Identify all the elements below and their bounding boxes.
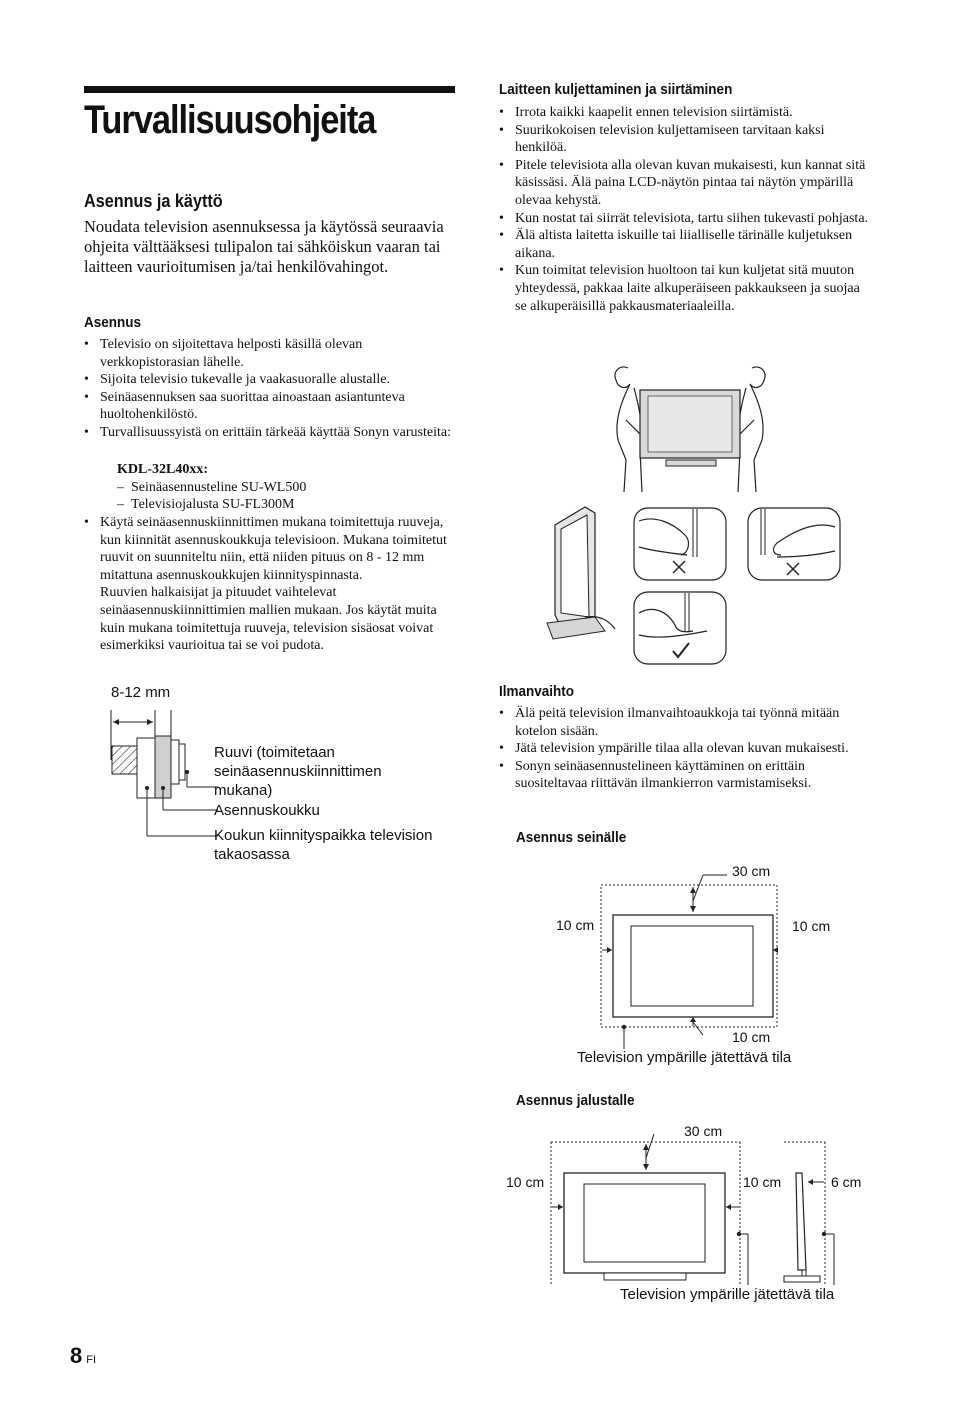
two-person-carry-illustration: [600, 360, 780, 495]
list-item: • Seinäasennuksen saa suorittaa ainoastaan asiantunteva huoltohenkilöstö.: [84, 389, 454, 424]
list-item: [84, 514, 456, 655]
wall-mount-heading: Asennus seinälle: [516, 829, 627, 846]
stand-right-clearance: 10 cm: [743, 1174, 782, 1190]
asennus-list-2: [84, 514, 456, 655]
wall-top-clearance: 30 cm: [732, 863, 771, 879]
wall-left-clearance: 10 cm: [556, 917, 595, 933]
screw-note: Ruuvien halkaisijat ja pituudet vaihtelevat seinäasennuskiinnittimien mallien mukaan. Jos käytät muita kuin mukana toimitettuja ruuveja, television sisäosat voivat esimerkiksi vaurioitua tai se voi pudota.: [100, 585, 437, 654]
title-rule: [84, 86, 455, 93]
page-number-value: 8: [70, 1343, 83, 1368]
transport-list: [499, 104, 871, 315]
wall-clearance-diagram: [595, 865, 790, 1050]
list-item: • Sijoita televisio tukevalle ja vaakasuoralle alustalle.: [84, 371, 454, 389]
accessory-label: Televisiojalusta SU-FL300M: [131, 497, 295, 512]
vent-heading: Ilmanvaihto: [499, 683, 575, 700]
accessory-label: Seinäasennusteline SU-WL500: [131, 480, 307, 495]
correct-grip-illustration: [633, 591, 727, 665]
accessory-item: – Televisiojalusta SU-FL300M: [117, 497, 295, 512]
list-item: • Sonyn seinäasennustelineen käyttäminen on erittäin suositeltavaa riittävän ilmankierron varmistamiseksi.: [499, 758, 871, 793]
stand-mount-heading: Asennus jalustalle: [516, 1092, 635, 1109]
intro-paragraph: Noudata television asennuksessa ja käytössä seuraavia ohjeita välttääksesi tulipalon tai sähköiskun vaaran tai laitteen vaurioitumisen ja/tai henkilövahingot.: [84, 217, 444, 276]
stand-left-clearance: 10 cm: [506, 1174, 545, 1190]
hook-label: Asennuskoukku: [214, 802, 320, 819]
wrong-grip-illustration: [747, 507, 841, 581]
page-number: [70, 1343, 96, 1369]
section-title-asennus-ja-kaytto: Asennus ja käyttö: [84, 191, 223, 211]
wall-caption: Television ympärille jätettävä tila: [577, 1049, 792, 1066]
screw-diagram: [100, 700, 220, 840]
stand-clearance-diagram: [540, 1130, 840, 1290]
screw-label: Ruuvi (toimitetaan seinäasennuskiinnittimen mukana): [214, 744, 382, 799]
wall-right-clearance: 10 cm: [792, 918, 831, 934]
screw-instruction: Käytä seinäasennuskiinnittimen mukana toimitettuja ruuveja, kun kiinnität asennuskoukkuja televisioon. Mukana toimitetut ruuvit on suunniteltu niin, että niiden pituus on 8 - 12 mm mitattuna asennuskoukkujen kiinnityspinnasta.: [100, 515, 447, 583]
stand-side-clearance: 6 cm: [831, 1174, 862, 1190]
list-item: • Jätä television ympärille tilaa alla olevan kuvan mukaisesti.: [499, 740, 871, 758]
list-item: • Kun nostat tai siirrät televisiota, tartu siihen tukevasti pohjasta.: [499, 210, 871, 228]
vent-list: [499, 705, 871, 793]
stand-top-clearance: 30 cm: [684, 1123, 723, 1139]
list-item: • Turvallisuussyistä on erittäin tärkeää käyttää Sonyn varusteita:: [84, 424, 454, 442]
tv-side-illustration: [545, 505, 625, 645]
list-item: • Televisio on sijoitettava helposti käsillä olevan verkkopistorasian lähelle.: [84, 336, 454, 371]
page-language: FI: [86, 1354, 97, 1366]
hook-fix-label: Koukun kiinnityspaikka television takaosassa: [214, 827, 433, 863]
asennus-list: [84, 336, 454, 442]
wrong-grip-illustration: [633, 507, 727, 581]
screw-measure-label: 8-12 mm: [111, 684, 171, 701]
list-item: • Suurikokoisen television kuljettamiseen tarvitaan kaksi henkilöä.: [499, 122, 871, 157]
page-title: Turvallisuusohjeita: [84, 98, 376, 142]
list-item: • Älä altista laitetta iskuille tai liialliselle tärinälle kuljetuksen aikana.: [499, 227, 871, 262]
transport-heading: Laitteen kuljettaminen ja siirtäminen: [499, 81, 733, 98]
model-label: KDL-32L40xx:: [117, 462, 208, 477]
stand-caption: Television ympärille jätettävä tila: [620, 1286, 835, 1303]
list-item: • Pitele televisiota alla olevan kuvan mukaisesti, kun kannat sitä käsissäsi. Älä paina LCD-näytön pintaa tai näytön ympärillä olevaa kehystä.: [499, 157, 871, 210]
asennus-heading: Asennus: [84, 314, 142, 331]
list-item: • Älä peitä television ilmanvaihtoaukkoja tai työnnä mitään kotelon sisään.: [499, 705, 871, 740]
list-item: • Irrota kaikki kaapelit ennen television siirtämistä.: [499, 104, 871, 122]
list-item: • Kun toimitat television huoltoon tai kun kuljetat sitä muuton yhteydessä, pakkaa laite alkuperäiseen pakkaukseen ja suojaa se alkuperäisillä pakkausmateriaaleilla.: [499, 262, 871, 315]
accessory-item: – Seinäasennusteline SU-WL500: [117, 480, 307, 495]
wall-bottom-clearance: 10 cm: [732, 1029, 771, 1045]
